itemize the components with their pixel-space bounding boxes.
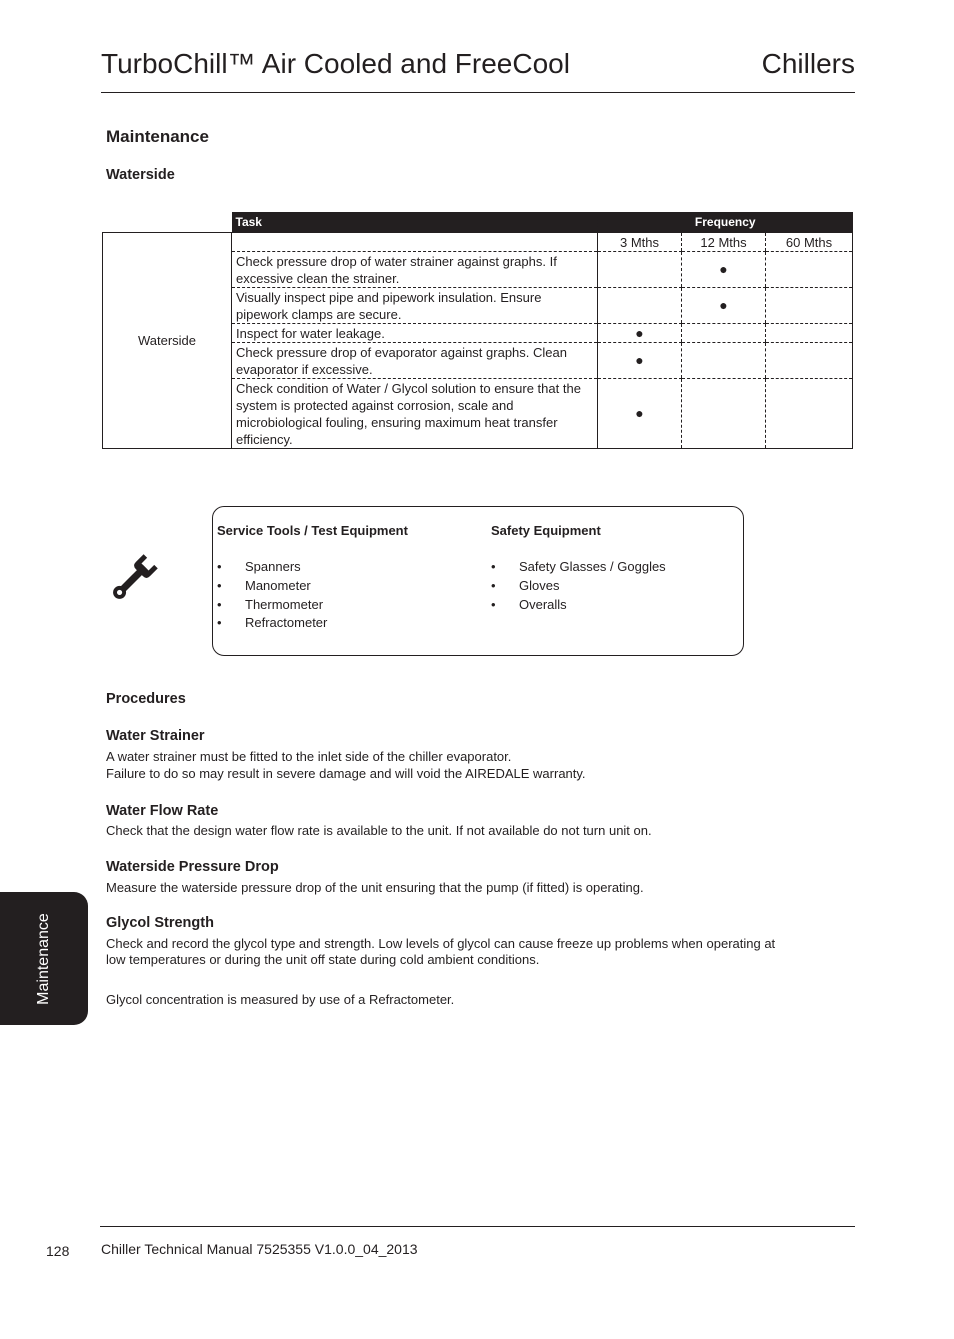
wrench-icon <box>106 552 160 606</box>
group-label: Waterside <box>103 233 232 449</box>
water-flow-text: Check that the design water flow rate is available to the unit. If not available do not turn unit on. <box>106 823 652 838</box>
safety-equipment-title: Safety Equipment <box>491 523 601 538</box>
frequency-bullet: ● <box>598 379 682 449</box>
water-flow-title: Water Flow Rate <box>106 803 219 819</box>
task-cell: Check condition of Water / Glycol solution to ensure that the system is protected against corrosion, scale and microbiological fouling, ensuring maximum heat transfer efficiency. <box>232 379 598 449</box>
service-tools-list <box>217 523 408 633</box>
equipment-box <box>212 506 744 656</box>
section-side-tab <box>0 892 88 1025</box>
task-cell: Visually inspect pipe and pipework insulation. Ensure pipework clamps are secure. <box>232 288 598 324</box>
page-number: 128 <box>46 1243 70 1259</box>
safety-equipment-list <box>491 523 666 614</box>
task-cell: Check pressure drop of water strainer against graphs. If excessive clean the strainer. <box>232 252 598 288</box>
task-header: Task <box>232 212 598 233</box>
freq-col-12: 12 Mths <box>682 233 766 252</box>
freq-col-60: 60 Mths <box>766 233 853 252</box>
glycol-text-3: Glycol concentration is measured by use of a Refractometer. <box>106 992 455 1007</box>
list-item: • Thermometer <box>217 596 408 615</box>
frequency-bullet: ● <box>682 252 766 288</box>
procedures-title: Procedures <box>106 691 186 707</box>
frequency-bullet: ● <box>598 324 682 343</box>
glycol-text-1: Check and record the glycol type and strength. Low levels of glycol can cause freeze up problems when operating at <box>106 936 776 951</box>
pressure-drop-text: Measure the waterside pressure drop of the unit ensuring that the pump (if fitted) is operating. <box>106 880 644 895</box>
frequency-bullet: ● <box>682 288 766 324</box>
pressure-drop-title: Waterside Pressure Drop <box>106 859 279 875</box>
list-item: • Overalls <box>491 596 666 615</box>
freq-col-3: 3 Mths <box>598 233 682 252</box>
header-product: Chillers <box>761 48 855 79</box>
footer-doc-ref: Chiller Technical Manual 7525355 V1.0.0_04_2013 <box>101 1241 418 1257</box>
list-item: • Gloves <box>491 577 666 596</box>
list-item: • Manometer <box>217 577 408 596</box>
water-strainer-text-1: A water strainer must be fitted to the inlet side of the chiller evaporator. <box>106 749 512 764</box>
side-tab-label: Maintenance <box>35 912 52 1005</box>
section-title: Maintenance <box>106 127 209 146</box>
maintenance-table <box>102 212 853 449</box>
footer-rule <box>100 1226 855 1227</box>
glycol-text-2: low temperatures or during the unit off state during cold ambient conditions. <box>106 952 540 967</box>
water-strainer-text-2: Failure to do so may result in severe damage and will void the AIREDALE warranty. <box>106 766 586 781</box>
section-subtitle: Waterside <box>106 167 175 183</box>
task-cell: Check pressure drop of evaporator against graphs. Clean evaporator if excessive. <box>232 343 598 379</box>
water-strainer-title: Water Strainer <box>106 728 205 744</box>
frequency-bullet: ● <box>598 343 682 379</box>
task-cell: Inspect for water leakage. <box>232 324 598 343</box>
list-item: • Refractometer <box>217 614 408 633</box>
list-item: • Spanners <box>217 558 408 577</box>
page-header <box>101 46 855 93</box>
frequency-header: Frequency <box>598 212 853 233</box>
service-tools-title: Service Tools / Test Equipment <box>217 523 408 538</box>
glycol-title: Glycol Strength <box>106 915 214 931</box>
header-title: TurboChill™ Air Cooled and FreeCool <box>101 48 570 79</box>
list-item: • Safety Glasses / Goggles <box>491 558 666 577</box>
